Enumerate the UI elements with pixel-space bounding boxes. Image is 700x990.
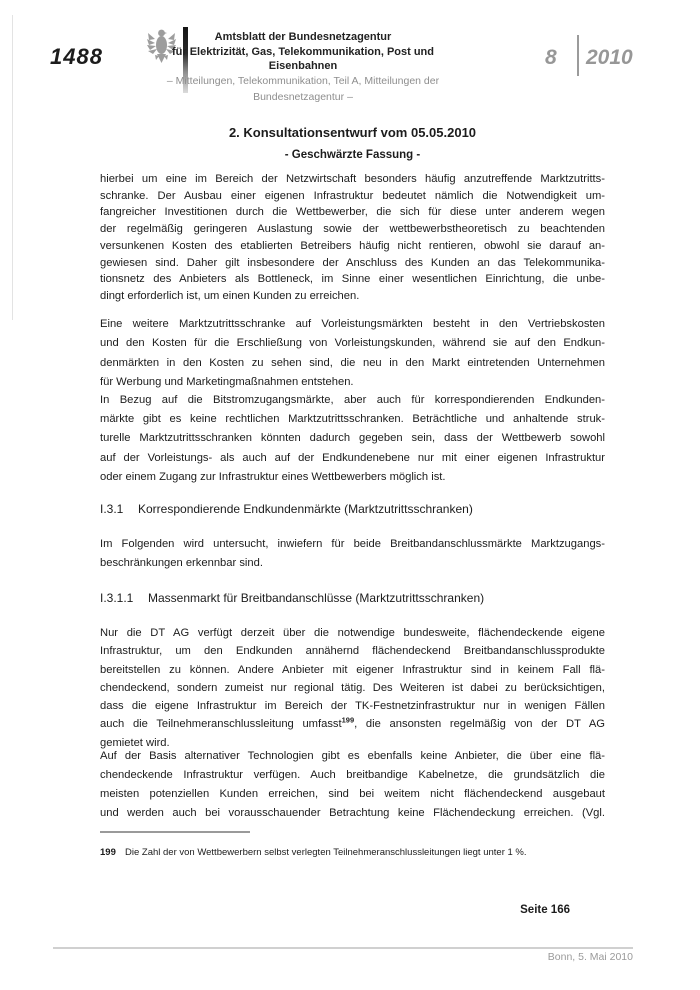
gazette-page-number: 1488: [50, 44, 103, 69]
text-line: Infrastruktur, um den Endkunden annähernd flächendeckend Breitbandanschlussprodukte: [100, 645, 605, 658]
text-line: Eine weitere Marktzutrittsschranke auf Vorleistungsmärkten besteht in den Vertriebskosten: [100, 318, 605, 330]
page-number-label: Seite 166: [520, 904, 570, 916]
masthead-title-line2: für Elektrizität, Gas, Telekommunikation, Post und Eisenbahnen: [171, 45, 434, 72]
text-line: auch die Teilnehmeranschlussleitung umfasst$^{199}$, die ansonsten regelmäßig von der DT AG: [100, 715, 605, 731]
section-heading: [100, 591, 605, 606]
section-title: Massenmarkt für Breitbandanschlüsse (Marktzutrittsschranken): [148, 591, 485, 605]
section-number: I.3.1: [100, 502, 124, 516]
document-body: [100, 0, 605, 990]
text-line: dass die eigene Infrastruktur im Bereich der TK-Festnetzinfrastruktur nur in wenigen Fällen: [100, 700, 605, 713]
text-line: Auf der Basis alternativer Technologien gibt es ebenfalls keine Anbieter, die über eine flä-: [100, 749, 605, 762]
body-paragraph: [100, 535, 605, 574]
text-line: meisten potenziellen Kunden erreichen, sind bei weitem nicht flächendeckend ausgebaut: [100, 788, 605, 801]
text-line: für Werbung und Marketingmaßnahmen entstehen.: [100, 376, 354, 389]
body-paragraph: [100, 747, 605, 824]
body-paragraph: [100, 171, 605, 305]
text-line: märkte gibt es keine rechtlichen Marktzutrittsschranken. Beträchtliche und anhaltende struk-: [100, 412, 605, 425]
text-line: tionsnetz des Anbieters als Bottleneck, im Sinne einer wesentlichen Einrichtung, die unbe-: [100, 273, 605, 286]
text-line: gewiesen sind. Daher gilt insbesondere der Anschluss des Kunden an das Telekommunika-: [100, 256, 605, 269]
body-paragraph: [100, 624, 605, 752]
text-line: fangreicher Investitionen durch die Wettbewerber, die sich für diese unter anderem wegen: [100, 206, 605, 219]
text-line: Nur die DT AG verfügt derzeit über die notwendige bundesweite, flächendeckende eigene: [100, 627, 605, 639]
text-line: turelle Marktzutrittsschranken könnten dadurch gegeben sein, dass der Wettbewerb sowohl: [100, 432, 605, 445]
footnote-separator-rule: [100, 831, 250, 833]
document-title: 2. Konsultationsentwurf vom 05.05.2010: [228, 125, 477, 140]
body-paragraph: [100, 315, 605, 393]
footer-date: Bonn, 5. Mai 2010: [547, 951, 633, 963]
footnote-number: 199: [100, 847, 116, 858]
footnote: [100, 847, 605, 859]
document-subtitle: - Geschwärzte Fassung -: [284, 149, 421, 161]
text-line: chendeckend, sondern zumeist nur regional tätig. Des Weiteren ist dabei zu berücksichtigen,: [100, 681, 605, 694]
text-line: dingt erforderlich ist, um einen Kunden zu erreichen.: [100, 289, 360, 302]
text-line: und den Kosten für die Erschließung von Vorleistungskunden, während sie auf den Endkun-: [100, 337, 605, 350]
footer-rule: [53, 947, 633, 949]
text-line: hierbei um eine im Bereich der Netzwirtschaft besonders häufig anzutreffende Marktzutritts-: [100, 173, 605, 185]
section-title: Korrespondierende Endkundenmärkte (Marktzutrittsschranken): [138, 502, 473, 516]
text-line: oder einem Zugang zur Infrastruktur eines Wettbewerbers möglich ist.: [100, 471, 446, 484]
text-line: chendeckende Infrastruktur verfügen. Auch breitbandige Kabelnetze, die grundsätzlich die: [100, 768, 605, 781]
text-line: auf der Vorleistungs- als auch auf der Endkundenebene nur mit einer eigenen Infrastruktur: [100, 451, 605, 464]
text-line: bereitstellen zu können. Andere Anbieter mit eigener Infrastruktur sind in keinem Fall flä-: [100, 663, 605, 676]
text-line: gemietet wird.: [100, 736, 170, 749]
text-line: schranke. Der Ausbau einer eigenen Infrastruktur bedeutet nämlich die Notwendigkeit um-: [100, 189, 605, 202]
footnote-text: Die Zahl der von Wettbewerbern selbst verlegten Teilnehmeranschlussleitungen liegt unter 1 %.: [125, 847, 527, 858]
masthead-title-line1: Amtsblatt der Bundesnetzagentur: [214, 31, 392, 43]
text-line: In Bezug auf die Bitstromzugangsmärkte, aber auch für korrespondierenden Endkunden-: [100, 393, 605, 406]
text-line: beschränkungen erkennbar sind.: [100, 557, 263, 570]
text-line: und werden auch bei vorausschauender Betrachtung keine Flächendeckung erreichen. (Vgl.: [100, 807, 605, 820]
issue-year: 2010: [586, 46, 633, 69]
text-line: der regelmäßig geringeren Auslastung sowie der wettbewerbstheoretisch zu beachtenden: [100, 223, 605, 236]
body-paragraph: [100, 391, 605, 488]
masthead-subtitle: – Mitteilungen, Telekommunikation, Teil A, Mitteilungen der Bundesnetzagentur –: [166, 74, 440, 103]
text-line: versunkenen Kosten des etablierten Betreibers häufig nicht rentieren, obwohl sie darauf an-: [100, 239, 605, 252]
text-line: denmärkten in den Kosten zu sehen sind, die neu in den Markt eintretenden Unternehmen: [100, 356, 605, 369]
issue-number: 8: [545, 46, 557, 69]
page-edge-line: [12, 15, 13, 320]
section-number: I.3.1.1: [100, 591, 134, 605]
section-heading: [100, 502, 605, 517]
text-line: Im Folgenden wird untersucht, inwiefern für beide Breitbandanschlussmärkte Marktzugangs-: [100, 538, 605, 550]
